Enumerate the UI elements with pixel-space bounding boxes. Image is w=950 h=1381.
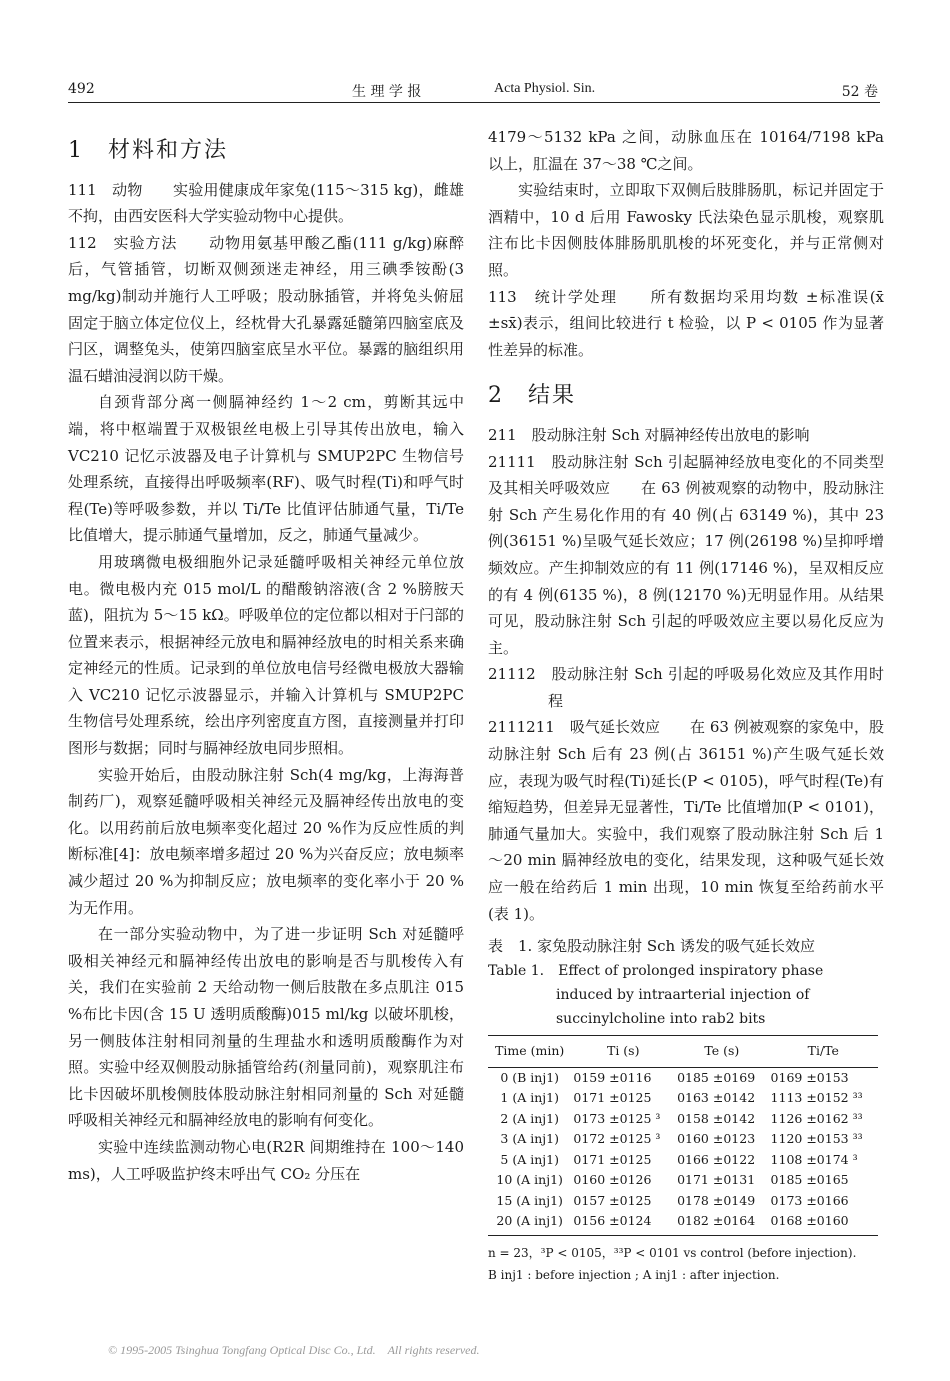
data-table	[488, 1035, 878, 1236]
volume-label: 52 卷	[841, 84, 878, 100]
table-row	[488, 1170, 878, 1191]
table-cell: 0156 ±0124	[571, 1211, 675, 1235]
table-row	[488, 1150, 878, 1171]
table-caption-cn: 表 1. 家兔股动脉注射 Sch 诱发的吸气延长效应	[488, 937, 815, 956]
table-cell: 2 (A inj1)	[500, 1110, 559, 1126]
table-cell: 0163 ±0142	[677, 1090, 756, 1106]
table-cell: 0171 ±0131	[677, 1172, 756, 1188]
table-row	[488, 1088, 878, 1109]
journal-title-cn: 生 理 学 报	[352, 84, 422, 100]
table-cell: 5 (A inj1)	[500, 1151, 559, 1167]
table-row	[488, 1067, 878, 1088]
table-header-te: Te (s)	[675, 1036, 768, 1068]
table-cell: 15 (A inj1)	[496, 1192, 563, 1208]
table-cell: 0173 ±0125 ³	[573, 1110, 661, 1126]
paragraph-sch-injection: 实验开始后，由股动脉注射 Sch(4 mg/kg，上海海普制药厂)，观察延髓呼吸相关神经元及膈神经传出放电的变化。以用药前后放电频率变化超过 20 %作为反应性质的判断标准[4]：放电频率增多超过 20 %为兴奋反应；放电频率减少超过 20 %为抑制反应；放电频率的变化率小于 20 %为无作用。	[68, 765, 464, 917]
table-cell: 10 (A inj1)	[496, 1172, 563, 1188]
table-note-significance: n = 23，³P < 0105，³³P < 0101 vs control (before injection).	[488, 1245, 857, 1260]
page-number: 492	[68, 81, 95, 97]
table-cell: 0185 ±0169	[677, 1069, 756, 1085]
table-cell: 0171 ±0125	[573, 1090, 652, 1106]
section-title-methods: 1 材料和方法	[68, 138, 228, 163]
table-row	[488, 1129, 878, 1150]
copyright-footer: © 1995-2005 Tsinghua Tongfang Optical Disc Co., Ltd. All rights reserved.	[108, 1343, 480, 1357]
table-cell: 1108 ±0174 ³	[770, 1151, 858, 1167]
table-row	[488, 1109, 878, 1130]
paragraph-microelectrode: 用玻璃微电极细胞外记录延髓呼吸相关神经元单位放电。微电极内充 015 mol/L 的醋酸钠溶液(含 2 %膀胺天蓝)，阻抗为 5～15 kΩ。呼吸单位的定位都以相对于闩部的位置来表示，根据神经元放电和膈神经放电的时相关系来确定神经元的性质。记录到的单位放电信号经微电极放大器输入 VC210 记忆示波器显示，并输入计算机与 SMUP2PC 生物信号处理系统，绘出序列密度直方图，直接测量并打印图形与数据；同时与膈神经放电同步照相。	[68, 552, 464, 758]
table-row	[488, 1191, 878, 1212]
running-header	[68, 80, 880, 103]
table-cell: 0 (B inj1)	[500, 1069, 560, 1085]
paragraph-2111211: 2111211 吸气延长效应 在 63 例被观察的家兔中，股动脉注射 Sch 后有 23 例(占 36151 %)产生吸气延长效应，表现为吸气时程(Ti)延长(P < 0105)，呼气时程(Te)有缩短趋势，但差异无显著性，Ti/Te 比值增加(P < 0101)，肺通气量加大。实验中，我们观察了股动脉注射 Sch 后 1～20 min 膈神经放电的变化，结果发现，这种吸气延长效应一般在给药后 1 min 出现，10 min 恢复至给药前水平(表 1)。	[488, 718, 884, 923]
paragraph-monitoring: 实验中连续监测动物心电(R2R 间期维持在 100～140 ms)，人工呼吸监护终末呼出气 CO₂ 分压在	[68, 1137, 464, 1183]
table-cell: 0171 ±0125	[573, 1151, 652, 1167]
paragraph-histology: 实验结束时，立即取下双侧后肢腓肠肌，标记并固定于酒精中，10 d 后用 Fawosky 氏法染色显示肌梭，观察肌注布比卡因侧肢体腓肠肌肌梭的坏死变化，并与正常侧对照。	[488, 181, 884, 279]
table-cell: 3 (A inj1)	[500, 1131, 559, 1147]
table-cell: 1113 ±0152 ³³	[770, 1090, 863, 1106]
paragraph-animals: 111 动物 实验用健康成年家兔(115～315 kg)，雌雄不拘，由西安医科大学实验动物中心提供。	[68, 180, 464, 226]
left-column	[68, 118, 464, 1187]
table-cell: 0166 ±0122	[677, 1151, 756, 1167]
table-row	[488, 1211, 878, 1235]
table-header-ratio: Ti/Te	[769, 1036, 878, 1068]
table-cell: 0182 ±0164	[675, 1211, 768, 1235]
table-header-ti: Ti (s)	[571, 1036, 675, 1068]
paragraph-phrenic-nerve: 自颈背部分离一侧膈神经约 1～2 cm，剪断其远中端，将中枢端置于双极银丝电极上引导其传出放电，输入 VC210 记忆示波器及电子计算机与 SMUP2PC 生物信号处理系统，直接得出呼吸频率(RF)、吸气时程(Ti)和呼气时程(Te)等呼吸参数，并以 Ti/Te 比值评估肺通气量，Ti/Te 比值增大，提示肺通气量增加，反之，肺通气量减少。	[68, 393, 464, 545]
subheading-211: 211 股动脉注射 Sch 对膈神经传出放电的影响	[488, 425, 810, 444]
paragraph-21111: 21111 股动脉注射 Sch 引起膈神经放电变化的不同类型及其相关呼吸效应 在 63 例被观察的动物中，股动脉注射 Sch 产生易化作用的有 40 例(占 63149 %)，其中 23 例(36151 %)呈吸气延长效应；17 例(26198 %)呈抑呼增频效应。产生抑制效应的有 11 例(17146 %)，呈双相反应的有 4 例(6135 %)，8 例(12170 %)无明显作用。从结果可见，股动脉注射 Sch 引起的呼吸效应主要以易化反应为主。	[488, 452, 884, 657]
table-header-time: Time (min)	[488, 1036, 571, 1068]
journal-title-en: Acta Physiol. Sin.	[494, 81, 596, 96]
table-cell: 1 (A inj1)	[500, 1090, 559, 1106]
paragraph-statistics: 113 统计学处理 所有数据均采用均数 ±标准误(x̄ ±sx̄)表示，组间比较进行 t 检验，以 P < 0105 作为显著性差异的标准。	[488, 287, 884, 359]
table-cell: 0159 ±0116	[573, 1069, 652, 1085]
table-cell: 0172 ±0125 ³	[573, 1131, 661, 1147]
paragraph-monitoring-cont: 4179～5132 kPa 之间，动脉血压在 10164/7198 kPa 以上，肛温在 37～38 ℃之间。	[488, 128, 884, 173]
table-cell: 0168 ±0160	[769, 1211, 878, 1235]
section-title-results: 2 结果	[488, 383, 576, 409]
table-cell: 0157 ±0125	[573, 1192, 652, 1208]
table-note-abbreviations: B inj1 : before injection ; A inj1 : after injection.	[488, 1267, 780, 1282]
paragraph-bupivacaine: 在一部分实验动物中，为了进一步证明 Sch 对延髓呼吸相关神经元和膈神经传出放电的影响是否与肌梭传入有关，我们在实验前 2 天给动物一侧后肢散在多点肌注 015 %布比卡因(含 15 U 透明质酸酶)015 ml/kg 以破坏肌梭，另一侧肢体注射相同剂量的生理盐水和透明质酸酶作为对照。实验中经双侧股动脉插管给药(剂量同前)，观察肌注布比卡因破坏肌梭侧肢体股动脉注射相同剂量的 Sch 对延髓呼吸相关神经元和膈神经放电的影响有何变化。	[68, 925, 464, 1130]
table-cell: 0160 ±0123	[677, 1131, 756, 1147]
paragraph-methods: 112 实验方法 动物用氨基甲酸乙酯(111 g/kg)麻醉后，气管插管，切断双侧颈迷走神经，用三碘季铵酚(3 mg/kg)制动并施行人工呼吸；股动脉插管，并将兔头俯屈固定于脑立体定位仪上，经枕骨大孔暴露延髓第四脑室底及闩区，调整兔头，使第四脑室底呈水平位。暴露的脑组织用温石蜡油浸润以防干燥。	[68, 233, 464, 385]
table-caption-en: Table 1. Effect of prolonged inspiratory phase induced by intraarterial injection of succinylcholine into rab2 bits	[488, 963, 824, 1028]
table-cell: 0169 ±0153	[770, 1069, 849, 1085]
table-cell: 0158 ±0142	[677, 1110, 756, 1126]
table-cell: 1120 ±0153 ³³	[770, 1131, 863, 1147]
table-cell: 0173 ±0166	[770, 1192, 849, 1208]
right-column	[488, 124, 884, 1286]
table-cell: 1126 ±0162 ³³	[770, 1110, 863, 1126]
table-cell: 0160 ±0126	[573, 1172, 652, 1188]
subheading-21112: 21112 股动脉注射 Sch 引起的呼吸易化效应及其作用时程	[488, 665, 884, 710]
table-cell: 20 (A inj1)	[488, 1211, 571, 1235]
table-header-row	[488, 1036, 878, 1068]
table-cell: 0185 ±0165	[770, 1172, 849, 1188]
table-cell: 0178 ±0149	[677, 1192, 756, 1208]
